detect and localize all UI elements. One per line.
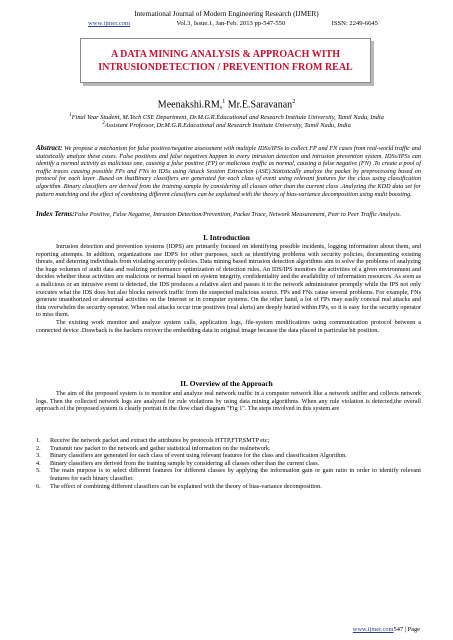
authors <box>0 96 453 111</box>
introduction-paragraph-2 <box>36 319 421 334</box>
introduction-paragraph-2-text: The existing work monitor and analyze system calls, application logs, file-system modifications using communication protocol between a connected device .Drawback is the hackers recover the embedding data in original image because the data placed in particular bit position. <box>36 318 421 334</box>
journal-volume: Vol.3, Issue.1, Jan-Feb. 2013 pp-547-550 <box>176 20 286 27</box>
author-1: Meenakshi.RM, <box>157 99 223 111</box>
paper-title-box <box>80 38 371 83</box>
index-terms-text: False Positive, False Negative, Intrusion Detection/Prevention, Packet Trace, Network Measurement, Peer to Peer Traffic Analysis. <box>74 211 402 218</box>
affiliation-1-marker: 1 <box>69 113 72 118</box>
introduction-paragraph-1 <box>36 243 421 319</box>
journal-meta-line <box>88 19 378 28</box>
list-item: 1. Receive the network packet and extract the attributes by protocols HTTP,FTP,SMTP etc; <box>36 437 270 444</box>
author-2-marker: 2 <box>292 99 296 105</box>
author-2: Mr.E.Saravanan <box>227 99 293 111</box>
affiliation-2 <box>20 120 433 130</box>
overview-paragraph <box>36 390 421 413</box>
affiliation-1-text: Final Year Student, M.Tech CSE Department, Dr.M.G.R.Educational and Research Institute University, Tamil Nadu, India <box>71 114 384 122</box>
section-heading-overview: II. Overview of the Approach <box>180 379 273 388</box>
list-item: 3. Binary classifiers are generated for each class of event using relevant features for the class and classification Algorithm. <box>36 452 347 460</box>
page-footer <box>353 626 420 634</box>
affiliation-2-text: Assistant Professor, Dr.M.G.R.Educational and Research Institute University, Tamil Nadu, India <box>104 122 351 130</box>
journal-name: International Journal of Modern Engineering Research (IJMER) <box>134 10 319 18</box>
list-item: 2. Transmit raw packet to the network and gather statistical information on the realnetwork. <box>36 444 271 452</box>
introduction-body <box>36 243 421 334</box>
page-number: 547 | Page <box>393 626 420 633</box>
section-heading-introduction: I. Introduction <box>203 233 250 242</box>
overview-paragraph-text: The aim of the proposed system is to monitor and analyze real network traffic in a computer network like a network sniffer and collects network logs. Then the collected network logs are analyzed for rule violations by using data mining algorithms. When any rule violation is detected,the overall approach of the proposed system is clearly portrait in the flow chart diagram "Fig 1". The steps involved in this system are <box>36 390 421 413</box>
index-terms <box>36 211 421 219</box>
paper-title-line-2: INTRUSIONDETECTION / PREVENTION FROM REAL <box>98 61 353 73</box>
abstract <box>36 145 421 198</box>
list-item: 6. The effect of combining different classifiers can be explained with the theory of bias-variance decomposition. <box>36 482 322 490</box>
paper-title-line-1: A DATA MINING ANALYSIS & APPROACH WITH <box>110 48 341 60</box>
footer-website-link[interactable]: www.ijmer.com <box>352 626 394 633</box>
abstract-text: We propose a mechanism for false positive/negative assessment with multiple IDSs/IPSs to collect FP and FN cases from real-world traffic and statistically analyze these cases. False positives and false negatives happen to every intrusion detection and intrusion prevention system. IDSs/IPSs can identify a normal activity as malicious one, causing a false positive (FP) or malicious traffic as normal, causing a false negative (FN) .To create a pool of traffic traces causing possible FPs and FNs to IDSs using Attack Session Extraction (ASE).Statistically analyze the packet by preprocessing based on protocol for each layer .Based on thatBinary classifiers are generated for each class of event using relevant features for the class using classification algorithm .Binary classifiers are derived from the training sample by considering all classes other than the current class .Analyzing the KDD data set for pattern matching and the effect of combining different classifiers can be explained with the theory of bias-variance decomposition using multi boosting. <box>36 145 421 198</box>
journal-website-link[interactable]: www.ijmer.com <box>88 20 131 27</box>
journal-issn: ISSN: 2249-6645 <box>331 20 378 27</box>
affiliation-2-marker: 2 <box>102 121 105 126</box>
list-item: 4. Binary classifiers are derived from the training sample by considering all classes other than the current class. <box>36 459 320 467</box>
abstract-label: Abstract: <box>36 144 63 152</box>
list-item: 5. The main purpose is to select different features for different classes by applying the information gain or gain ratio in order to identify relevant features for each binary classifier. <box>36 467 421 482</box>
steps-list <box>36 437 421 490</box>
author-1-marker: 1 <box>222 99 226 105</box>
index-terms-label: Index Terms: <box>36 210 75 218</box>
introduction-paragraph-1-text: Intrusion detection and prevention systems (IDPS) are primarily focused on identifying possible incidents, logging information about them, and reporting attempts. In addition, organizations use IDPS for other purposes, such as identifying problems with security policies, documenting existing threats, and deterring individuals from violating security policies. Data mining based intrusion detection algorithms aim to solve the problems of analyzing the huge volumes of audit data and realizing performance optimization of detection rules. An IDS/IPS monitors the activities of a given environment and decides whether these activities are malicious or normal based on system integrity, confidentiality and the availability of information resources. As soon as a malicious or an intrusive event is detected, the IDS produces a relative alert and passes it to the network administrator promptly while the IPS not only executes what the IDS does but also blocks network traffic from the suspected malicious source. FPs and FNs cause several problems. For example, FNs generate unauthorized or abnormal activities on the Internet or in computer systems. On the other hand, a lot of FPs may easily conceal real attacks and thus overwhelm the security operator. When real attacks occur true positives (real alerts) are deeply buried within FPs, so it is easy for the security operator to miss them. <box>36 243 421 319</box>
